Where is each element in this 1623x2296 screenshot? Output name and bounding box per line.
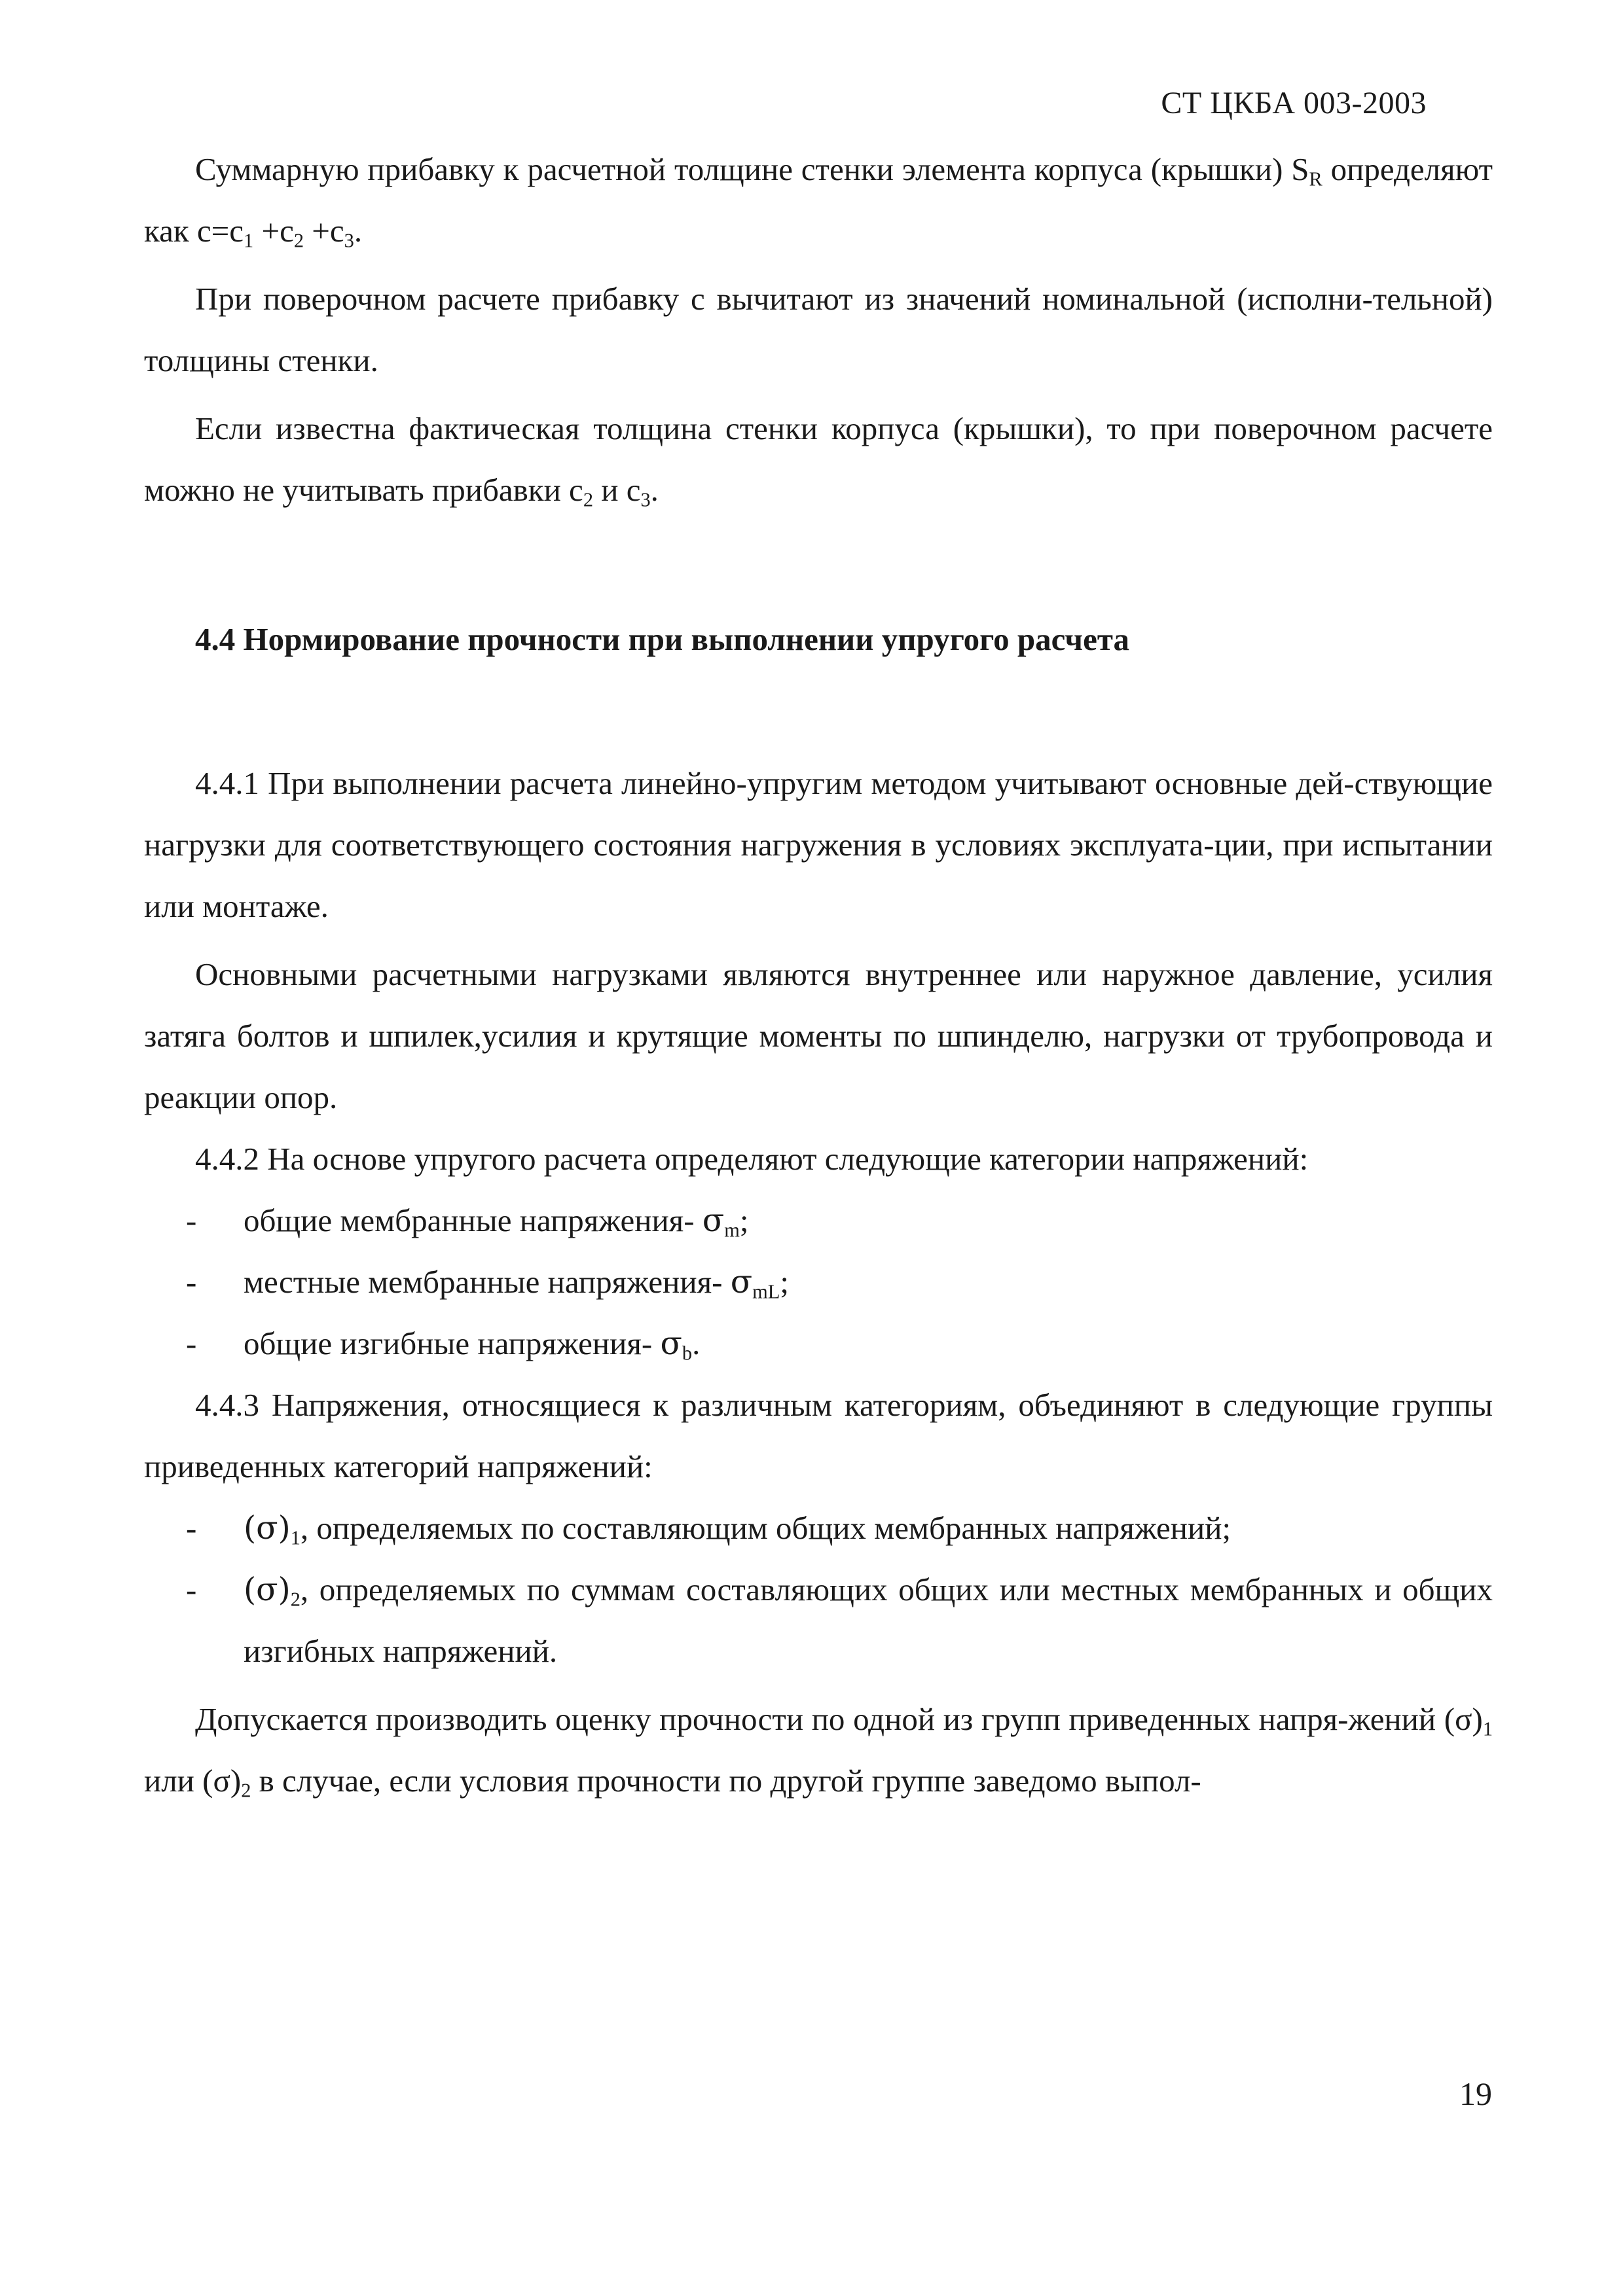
paragraph-main-loads: Основными расчетными нагрузками являются внутреннее или наружное давление, усилия затяга болтов и шпилек,усилия и крутящие моменты по шпинделю, нагрузки от трубопровода и реакции опор. [144, 956, 1493, 1115]
list-dash: - [186, 1202, 197, 1238]
text-run: общие изгибные напряжения- [244, 1325, 661, 1361]
subscript: mL [752, 1280, 780, 1303]
text-run: общие мембранные напряжения- [244, 1202, 702, 1238]
sigma-symbol: σ [660, 1325, 682, 1362]
subscript: 2 [290, 1588, 301, 1611]
document-body [144, 139, 1493, 1812]
paragraph-actual-thickness [144, 398, 1493, 521]
sigma-group-symbol: (σ) [244, 1509, 291, 1547]
text-run: , определяемых по суммам составляющих общих или местных мембранных и общих изгибных напряжений. [244, 1571, 1493, 1669]
text-run: Если известна фактическая толщина стенки корпуса (крышки), то при поверочном расчете можно не учитывать прибавки c [144, 410, 1493, 508]
text-run: или (σ) [144, 1763, 242, 1799]
subscript: 1 [1482, 1717, 1493, 1740]
list-item [144, 1190, 1493, 1251]
subscript: 2 [241, 1779, 251, 1802]
subscript: b [682, 1342, 693, 1365]
page-number: 19 [1459, 2075, 1492, 2112]
subscript: 1 [290, 1526, 301, 1549]
section-title-4-4: 4.4 Нормирование прочности при выполнении упругого расчета [195, 621, 1129, 657]
subscript: 2 [293, 229, 304, 252]
list-item [144, 1498, 1493, 1559]
subscript: 3 [640, 488, 651, 511]
subscript: R [1309, 168, 1322, 190]
list-item [144, 1559, 1493, 1682]
list-dash: - [186, 1571, 197, 1607]
sigma-symbol: σ [730, 1263, 753, 1300]
text-run: +c [253, 213, 294, 249]
text-run: ; [780, 1264, 789, 1300]
list-item [144, 1313, 1493, 1374]
sigma-symbol: σ [702, 1202, 725, 1239]
text-run: Суммарную прибавку к расчетной толщине стенки элемента корпуса (крышки) S [195, 151, 1309, 187]
text-run: местные мембранные напряжения- [244, 1264, 731, 1300]
text-run: . [692, 1325, 701, 1361]
paragraph-verification-calc: При поверочном расчете прибавку с вычитают из значений номинальной (исполни-тельной) толщины стенки. [144, 281, 1493, 378]
text-run: определяют как c=c [144, 151, 1493, 249]
text-run: . [354, 213, 363, 249]
subscript: 3 [344, 229, 354, 252]
text-run: в случае, если условия прочности по другой группе заведомо выпол- [251, 1763, 1201, 1799]
text-run: +c [304, 213, 344, 249]
text-run: и c [593, 472, 641, 508]
document-code-header: СТ ЦКБА 003-2003 [1161, 86, 1427, 120]
stress-groups-list [144, 1498, 1493, 1682]
subscript: m [724, 1219, 740, 1242]
paragraph-allowance-sum [144, 139, 1493, 262]
subscript: 2 [583, 488, 593, 511]
paragraph-4-4-1: 4.4.1 При выполнении расчета линейно-упругим методом учитывают основные дей-ствующие нагрузки для соответствующего состояния нагружения в условиях эксплуата-ции, при испытании или монтаже. [144, 765, 1493, 924]
list-dash: - [186, 1325, 197, 1361]
stress-categories-list [144, 1190, 1493, 1374]
paragraph-4-4-3: 4.4.3 Напряжения, относящиеся к различным категориям, объединяют в следующие группы приведенных категорий напряжений: [144, 1387, 1493, 1484]
sigma-group-symbol: (σ) [244, 1571, 291, 1608]
paragraph-strength-assessment [144, 1689, 1493, 1812]
text-run: , определяемых по составляющим общих мембранных напряжений; [300, 1510, 1231, 1546]
paragraph-4-4-2: 4.4.2 На основе упругого расчета определяют следующие категории напряжений: [195, 1141, 1309, 1177]
list-dash: - [186, 1264, 197, 1300]
text-run: . [650, 472, 659, 508]
text-run: Допускается производить оценку прочности по одной из групп приведенных напря-жений (σ) [195, 1701, 1483, 1737]
text-run: ; [739, 1202, 749, 1238]
list-dash: - [186, 1510, 197, 1546]
list-item [144, 1251, 1493, 1313]
subscript: 1 [244, 229, 254, 252]
